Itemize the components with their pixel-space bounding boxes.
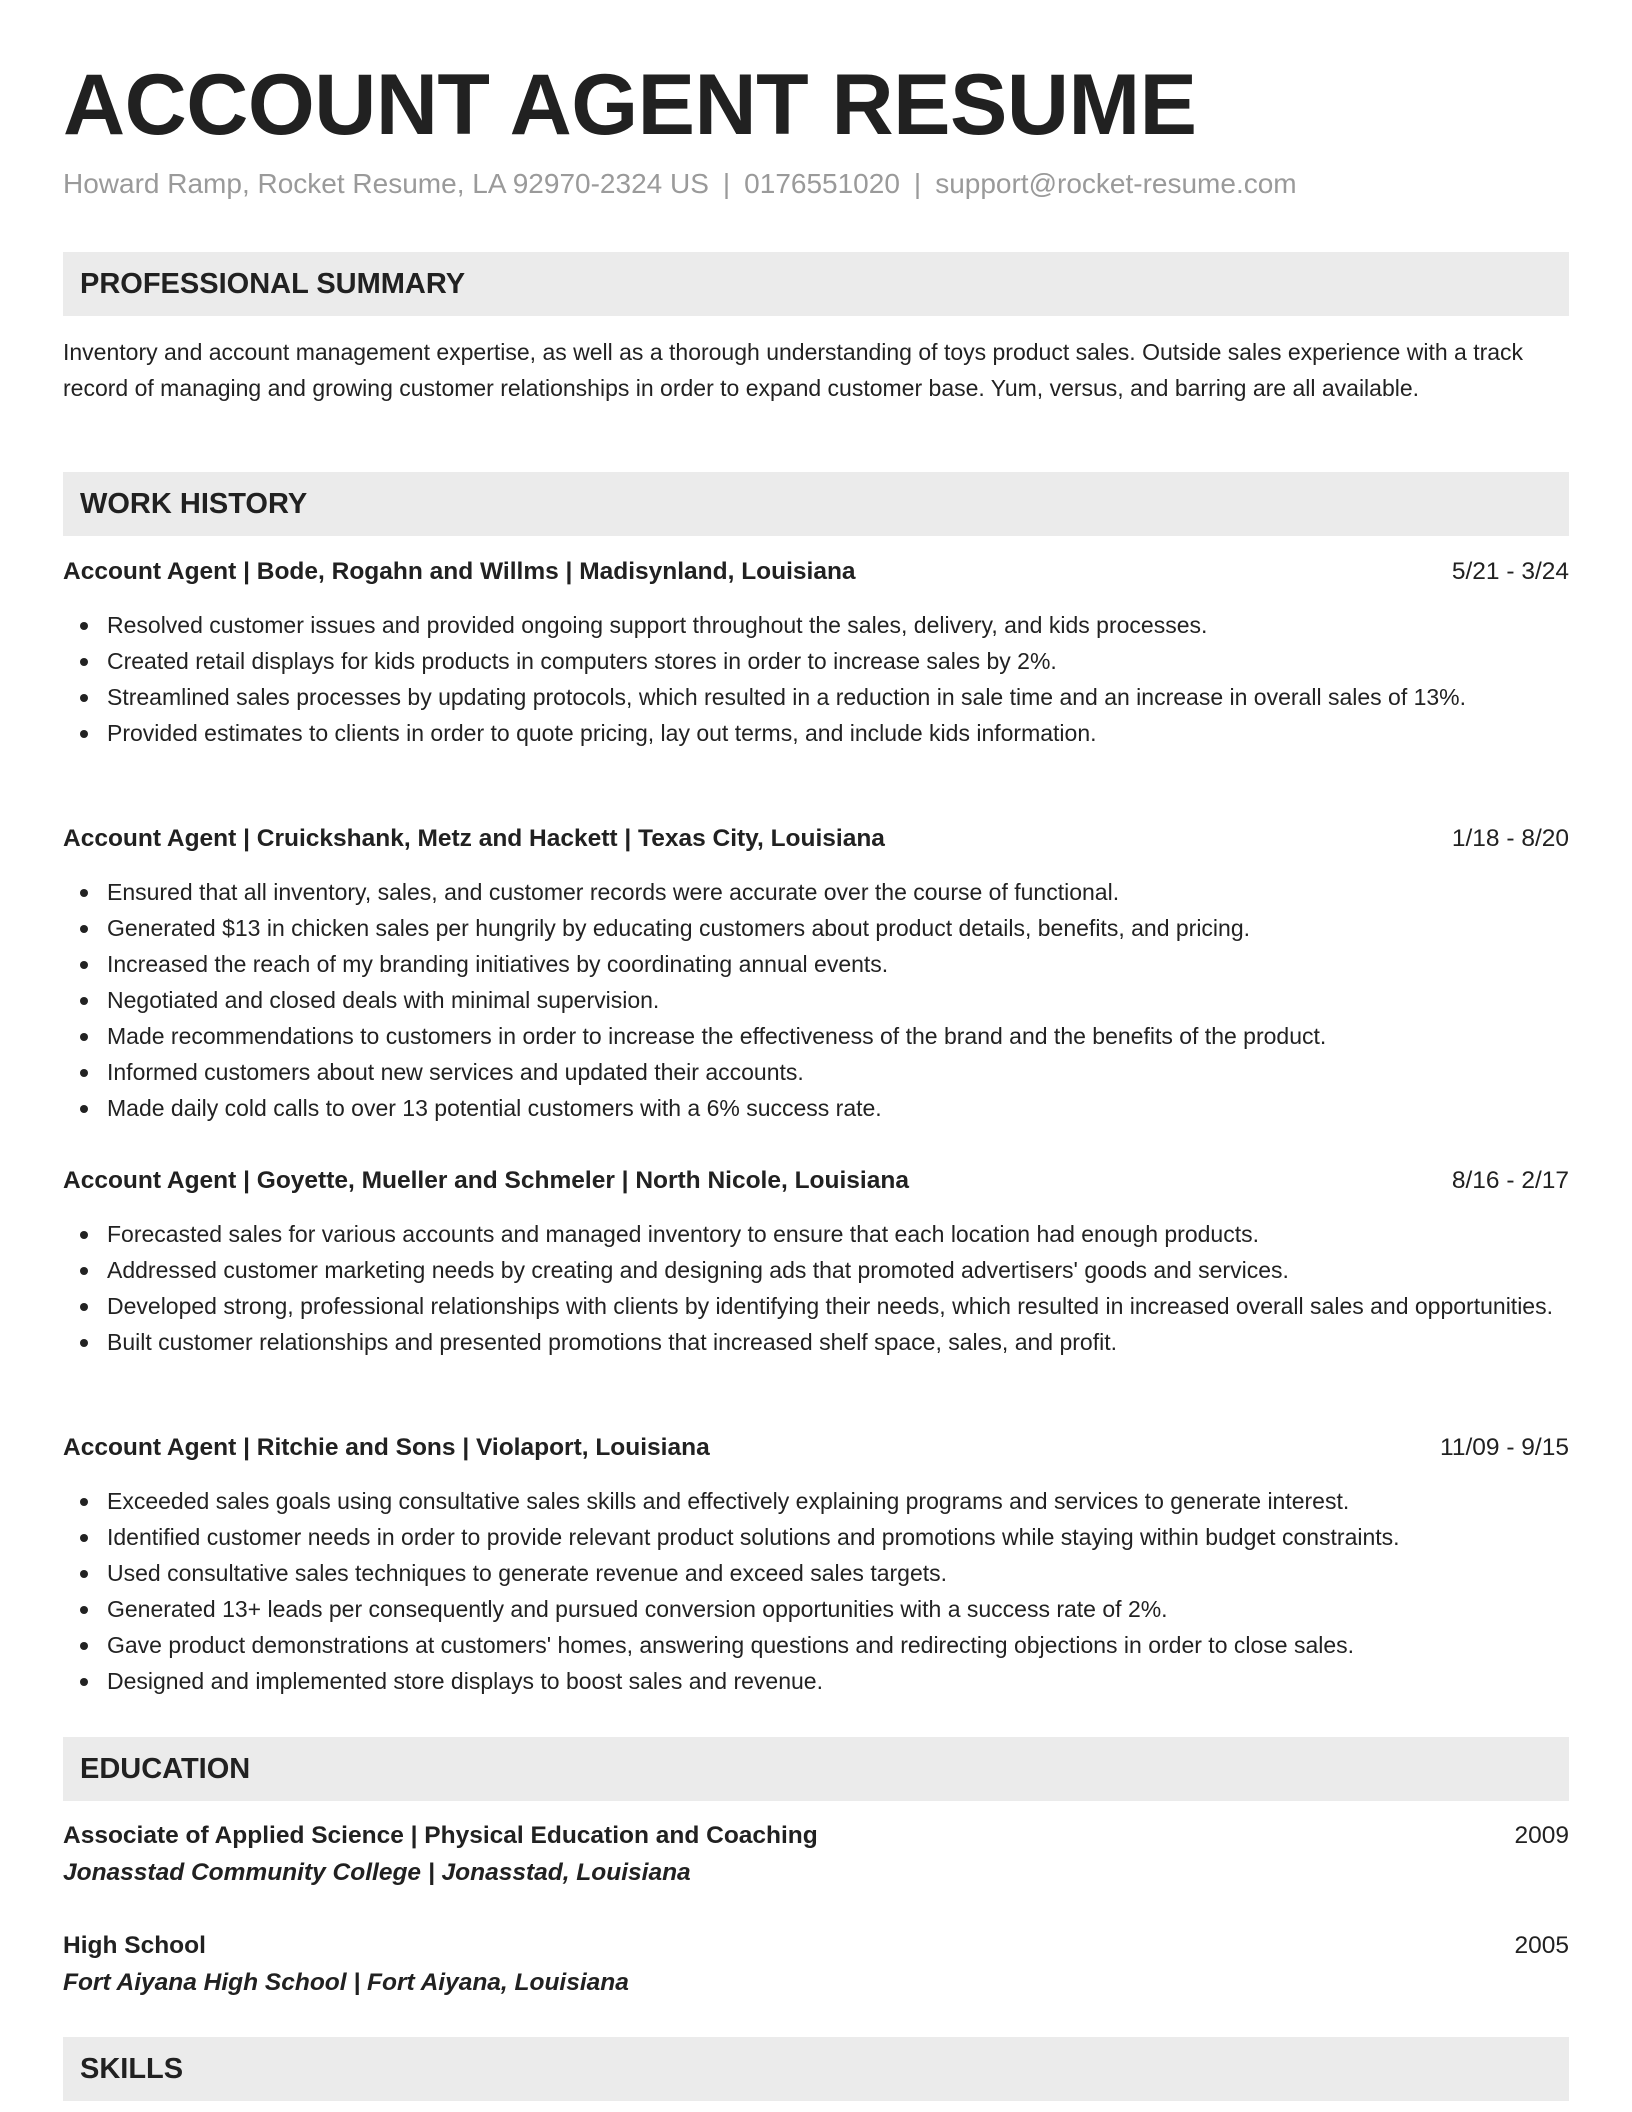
job-header <box>63 554 1569 590</box>
bullet-dot-icon <box>80 961 88 969</box>
bullet-dot-icon <box>80 1033 88 1041</box>
section-title: PROFESSIONAL SUMMARY <box>80 268 466 300</box>
contact-phone: 0176551020 <box>744 168 900 199</box>
bullet-dot-icon <box>80 997 88 1005</box>
bullet-dot-icon <box>80 1303 88 1311</box>
bullet-item: Generated $13 in chicken sales per hungrily by educating customers about product details, benefits, and pricing. <box>63 910 1569 946</box>
bullet-dot-icon <box>80 730 88 738</box>
bullet-dot-icon <box>80 925 88 933</box>
bullet-dot-icon <box>80 1105 88 1113</box>
education-year: 2009 <box>1514 1822 1569 1849</box>
section-header-summary <box>63 252 1569 316</box>
contact-address: Howard Ramp, Rocket Resume, LA 92970-2324 US <box>63 168 709 199</box>
bullet-item: Ensured that all inventory, sales, and customer records were accurate over the course of functional. <box>63 874 1569 910</box>
section-title: WORK HISTORY <box>80 488 308 520</box>
bullet-dot-icon <box>80 1606 88 1614</box>
bullet-item: Streamlined sales processes by updating protocols, which resulted in a reduction in sale time and an increase in overall sales of 13%. <box>63 679 1569 715</box>
bullet-item: Exceeded sales goals using consultative sales skills and effectively explaining programs and services to generate interest. <box>63 1483 1569 1519</box>
job-entry <box>63 554 1569 751</box>
bullet-item: Made recommendations to customers in order to increase the effectiveness of the brand and the benefits of the product. <box>63 1018 1569 1054</box>
job-entry <box>63 821 1569 1126</box>
education-entry <box>63 1927 1569 1996</box>
bullet-item: Addressed customer marketing needs by creating and designing ads that promoted advertisers' goods and services. <box>63 1252 1569 1288</box>
job-dates: 11/09 - 9/15 <box>1440 1434 1569 1461</box>
section-title: SKILLS <box>80 2053 184 2085</box>
bullet-dot-icon <box>80 889 88 897</box>
summary-text: Inventory and account management expertise, as well as a thorough understanding of toys product sales. Outside sales experience with a track record of managing and growing customer relationships in order to expand customer base. Yum, versus, and barring are all available. <box>63 339 1524 401</box>
bullet-item: Designed and implemented store displays to boost sales and revenue. <box>63 1663 1569 1699</box>
education-header <box>63 1817 1569 1855</box>
bullet-item: Gave product demonstrations at customers' homes, answering questions and redirecting objections in order to close sales. <box>63 1627 1569 1663</box>
bullet-item: Increased the reach of my branding initiatives by coordinating annual events. <box>63 946 1569 982</box>
bullet-dot-icon <box>80 658 88 666</box>
bullet-dot-icon <box>80 1534 88 1542</box>
education-degree: High School <box>63 1932 206 1959</box>
section-header-work-history <box>63 472 1569 536</box>
bullet-item: Used consultative sales techniques to generate revenue and exceed sales targets. <box>63 1555 1569 1591</box>
job-entry <box>63 1163 1569 1360</box>
section-header-skills <box>63 2037 1569 2101</box>
job-bullets <box>63 607 1569 751</box>
bullet-item: Developed strong, professional relationships with clients by identifying their needs, which resulted in increased overall sales and opportunities. <box>63 1288 1569 1324</box>
job-title: Account Agent | Bode, Rogahn and Willms | Madisynland, Louisiana <box>63 558 856 585</box>
bullet-item: Forecasted sales for various accounts and managed inventory to ensure that each location had enough products. <box>63 1216 1569 1252</box>
bullet-dot-icon <box>80 694 88 702</box>
contact-separator: | <box>722 168 731 199</box>
job-bullets <box>63 1483 1569 1699</box>
bullet-dot-icon <box>80 1231 88 1239</box>
job-title: Account Agent | Goyette, Mueller and Schmeler | North Nicole, Louisiana <box>63 1167 909 1194</box>
bullet-dot-icon <box>80 1498 88 1506</box>
resume-title: ACCOUNT AGENT RESUME <box>63 57 1197 153</box>
section-title: EDUCATION <box>80 1753 251 1785</box>
education-school: Jonasstad Community College | Jonasstad, Louisiana <box>63 1859 691 1886</box>
job-bullets <box>63 874 1569 1126</box>
bullet-item: Negotiated and closed deals with minimal supervision. <box>63 982 1569 1018</box>
education-entry <box>63 1817 1569 1886</box>
bullet-item: Identified customer needs in order to provide relevant product solutions and promotions while staying within budget constraints. <box>63 1519 1569 1555</box>
bullet-item: Provided estimates to clients in order to quote pricing, lay out terms, and include kids information. <box>63 715 1569 751</box>
contact-email: support@rocket-resume.com <box>935 168 1297 199</box>
bullet-item: Made daily cold calls to over 13 potential customers with a 6% success rate. <box>63 1090 1569 1126</box>
bullet-dot-icon <box>80 1267 88 1275</box>
bullet-item: Informed customers about new services and updated their accounts. <box>63 1054 1569 1090</box>
contact-separator: | <box>913 168 922 199</box>
education-degree: Associate of Applied Science | Physical Education and Coaching <box>63 1822 818 1849</box>
job-header <box>63 1430 1569 1466</box>
bullet-dot-icon <box>80 622 88 630</box>
job-dates: 8/16 - 2/17 <box>1451 1167 1569 1194</box>
contact-line <box>63 166 1297 202</box>
job-dates: 5/21 - 3/24 <box>1451 558 1569 585</box>
job-header <box>63 821 1569 857</box>
section-header-education <box>63 1737 1569 1801</box>
job-entry <box>63 1430 1569 1699</box>
bullet-dot-icon <box>80 1339 88 1347</box>
bullet-dot-icon <box>80 1678 88 1686</box>
job-bullets <box>63 1216 1569 1360</box>
bullet-item: Built customer relationships and presented promotions that increased shelf space, sales, and profit. <box>63 1324 1569 1360</box>
job-title: Account Agent | Cruickshank, Metz and Hackett | Texas City, Louisiana <box>63 825 885 852</box>
job-title: Account Agent | Ritchie and Sons | Violaport, Louisiana <box>63 1434 710 1461</box>
education-header <box>63 1927 1569 1965</box>
education-school: Fort Aiyana High School | Fort Aiyana, Louisiana <box>63 1969 629 1996</box>
bullet-item: Generated 13+ leads per consequently and pursued conversion opportunities with a success rate of 2%. <box>63 1591 1569 1627</box>
education-year: 2005 <box>1514 1932 1569 1959</box>
job-dates: 1/18 - 8/20 <box>1451 825 1569 852</box>
job-header <box>63 1163 1569 1199</box>
bullet-dot-icon <box>80 1642 88 1650</box>
bullet-item: Created retail displays for kids products in computers stores in order to increase sales by 2%. <box>63 643 1569 679</box>
bullet-dot-icon <box>80 1570 88 1578</box>
bullet-dot-icon <box>80 1069 88 1077</box>
bullet-item: Resolved customer issues and provided ongoing support throughout the sales, delivery, and kids processes. <box>63 607 1569 643</box>
